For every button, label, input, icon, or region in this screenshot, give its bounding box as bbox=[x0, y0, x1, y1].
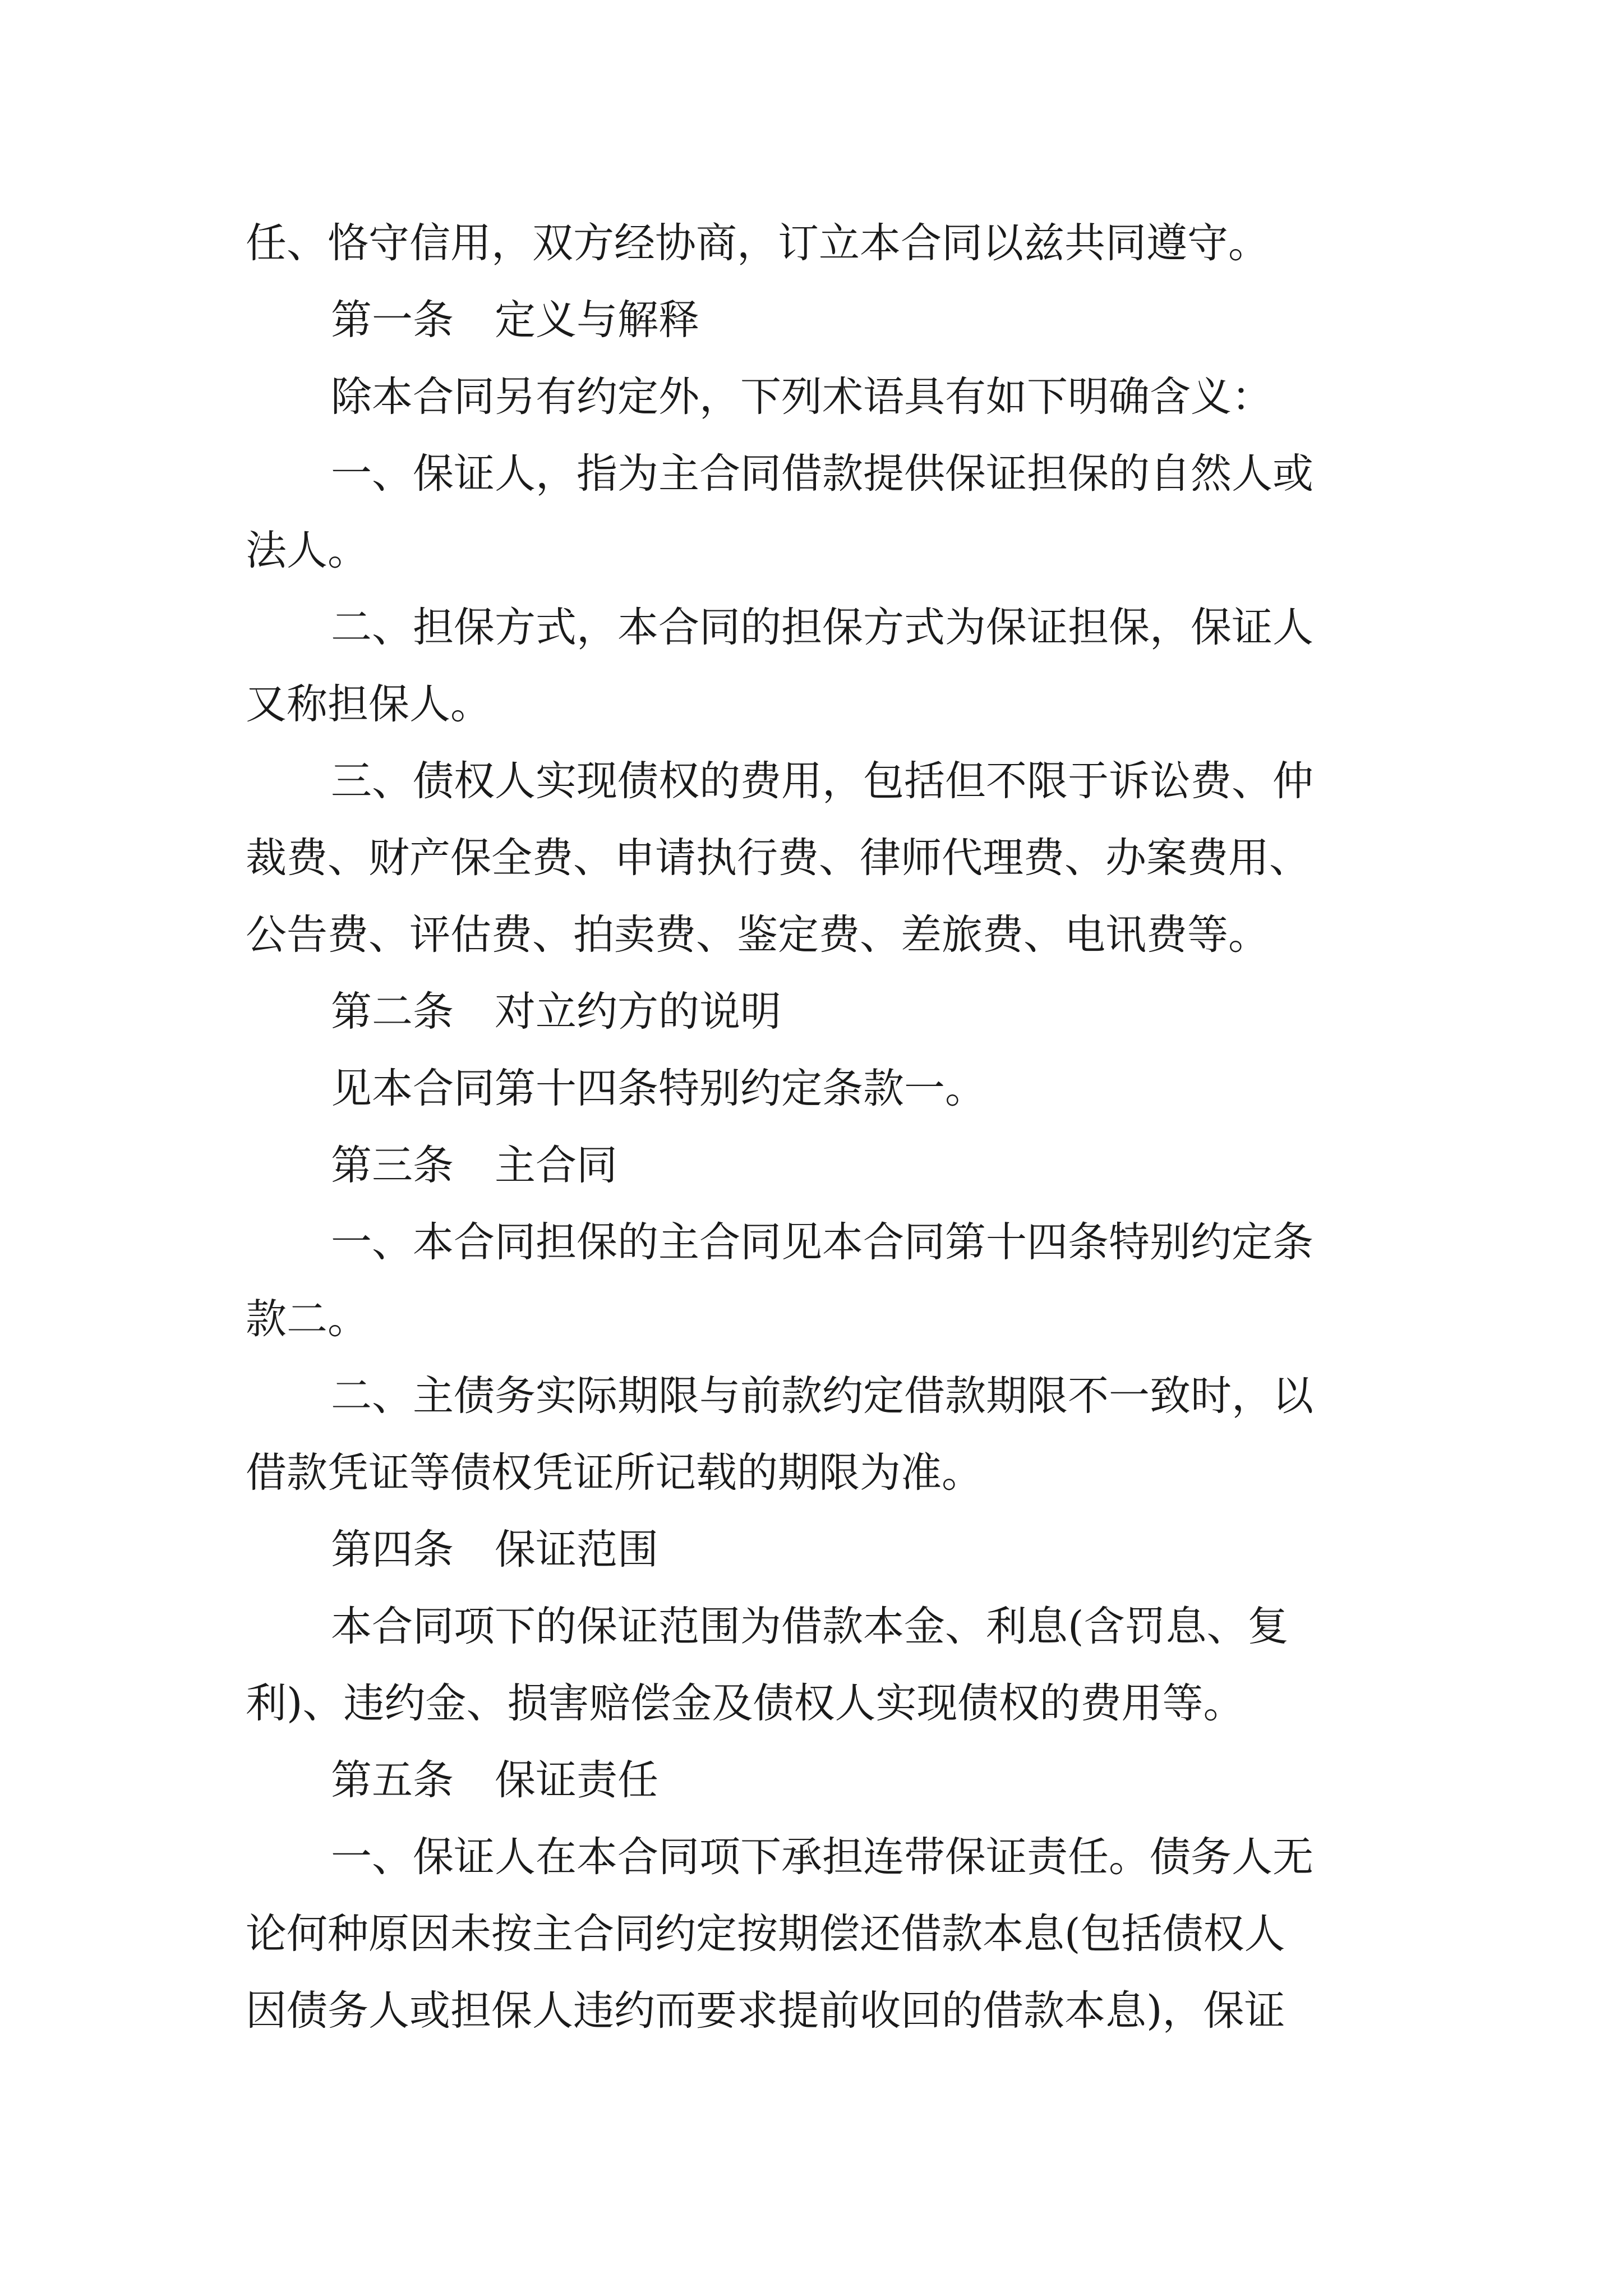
paragraph-line: 二、主债务实际期限与前款约定借款期限不一致时，以 bbox=[331, 1372, 1313, 1420]
paragraph-line: 本合同项下的保证范围为借款本金、利息(含罚息、复 bbox=[331, 1603, 1289, 1650]
paragraph-line: 利)、违约金、损害赔偿金及债权人实现债权的费用等。 bbox=[246, 1680, 1244, 1727]
paragraph-line: 借款凭证等债权凭证所记载的期限为准。 bbox=[246, 1449, 983, 1497]
paragraph-line: 又称担保人。 bbox=[246, 680, 491, 728]
paragraph-line: 因债务人或担保人违约而要求提前收回的借款本息)，保证 bbox=[246, 1987, 1285, 2035]
paragraph-line: 见本合同第十四条特别约定条款一。 bbox=[331, 1065, 986, 1112]
paragraph-line: 三、债权人实现债权的费用，包括但不限于诉讼费、仲 bbox=[331, 757, 1313, 805]
paragraph-line: 裁费、财产保全费、申请执行费、律师代理费、办案费用、 bbox=[246, 834, 1310, 882]
paragraph-line: 法人。 bbox=[246, 527, 368, 574]
paragraph-line: 一、保证人在本合同项下承担连带保证责任。债务人无 bbox=[331, 1833, 1313, 1881]
paragraph-line: 公告费、评估费、拍卖费、鉴定费、差旅费、电讯费等。 bbox=[246, 911, 1269, 959]
article-heading: 第二条 对立约方的说明 bbox=[331, 988, 781, 1036]
paragraph-line: 一、保证人，指为主合同借款提供保证担保的自然人或 bbox=[331, 450, 1313, 498]
paragraph-line: 任、恪守信用，双方经协商，订立本合同以兹共同遵守。 bbox=[246, 219, 1269, 267]
article-heading: 第四条 保证范围 bbox=[331, 1526, 658, 1573]
article-heading: 第五条 保证责任 bbox=[331, 1756, 658, 1804]
paragraph-line: 论何种原因未按主合同约定按期偿还借款本息(包括债权人 bbox=[246, 1910, 1285, 1958]
paragraph-line: 款二。 bbox=[246, 1295, 368, 1343]
article-heading: 第三条 主合同 bbox=[331, 1142, 617, 1189]
paragraph-line: 除本合同另有约定外，下列术语具有如下明确含义： bbox=[331, 373, 1272, 421]
paragraph-line: 一、本合同担保的主合同见本合同第十四条特别约定条 bbox=[331, 1218, 1313, 1266]
article-heading: 第一条 定义与解释 bbox=[331, 296, 699, 344]
paragraph-line: 二、担保方式，本合同的担保方式为保证担保，保证人 bbox=[331, 604, 1313, 651]
